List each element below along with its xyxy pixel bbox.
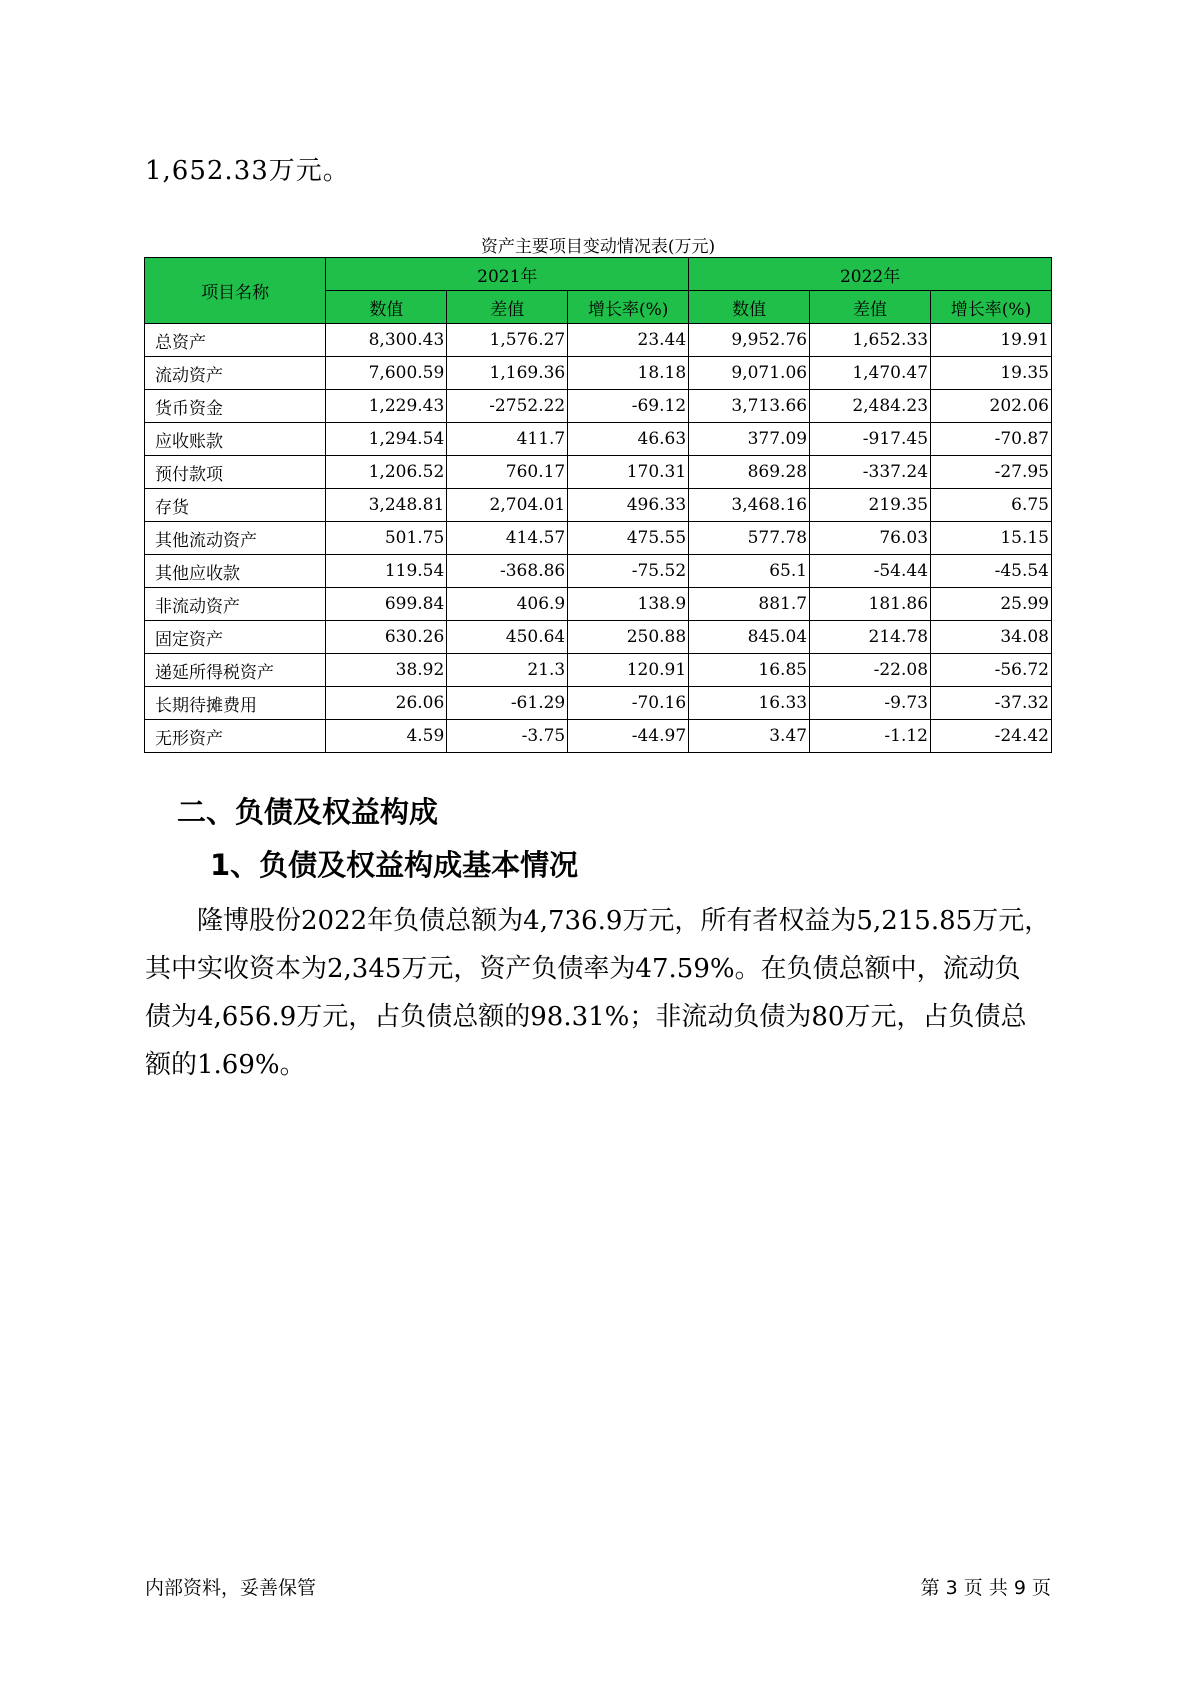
table-row [145,522,1052,555]
table-cell: 1,229.43 [326,390,447,423]
table-row [145,423,1052,456]
table-row [145,621,1052,654]
subsection-heading: 1、负债及权益构成基本情况 [210,848,579,882]
table-cell: 414.57 [447,522,568,555]
table-cell: 119.54 [326,555,447,588]
table-row [145,456,1052,489]
table-cell: 630.26 [326,621,447,654]
table-cell: 19.91 [931,324,1052,357]
table-cell: 869.28 [689,456,810,489]
table-cell: 16.85 [689,654,810,687]
table-cell: 120.91 [568,654,689,687]
table-cell: -27.95 [931,456,1052,489]
row-item-name: 其他流动资产 [145,522,326,555]
table-row [145,687,1052,720]
header-year-2021: 2021年 [326,258,689,291]
header-growth-rate: 增长率(%) [931,291,1052,324]
row-item-name: 货币资金 [145,390,326,423]
paragraph-line: 隆博股份2022年负债总额为4,736.9万元，所有者权益为5,215.85万元， [197,906,1051,936]
row-item-name: 其他应收款 [145,555,326,588]
row-item-name: 固定资产 [145,621,326,654]
table-header [145,258,1052,324]
table-cell: -56.72 [931,654,1052,687]
table-cell: 16.33 [689,687,810,720]
table-cell: 496.33 [568,489,689,522]
table-cell: 1,294.54 [326,423,447,456]
table-row [145,357,1052,390]
lead-text: 1,652.33万元。 [145,156,350,186]
table-cell: -368.86 [447,555,568,588]
footer-page-number: 第 3 页 共 9 页 [920,1577,1051,1599]
paragraph-line: 债为4,656.9万元，占负债总额的98.31%；非流动负债为80万元，占负债总 [145,1002,1027,1032]
table-cell: 170.31 [568,456,689,489]
table-body [145,324,1052,753]
table-cell: 21.3 [447,654,568,687]
paragraph-line: 其中实收资本为2,345万元，资产负债率为47.59%。在负债总额中，流动负 [145,954,1021,984]
table-cell: -24.42 [931,720,1052,753]
table-cell: -3.75 [447,720,568,753]
table-cell: 8,300.43 [326,324,447,357]
header-growth-rate: 增长率(%) [568,291,689,324]
table-cell: 214.78 [810,621,931,654]
table-cell: 881.7 [689,588,810,621]
header-difference: 差值 [810,291,931,324]
header-item-name: 项目名称 [145,258,326,324]
table-cell: -69.12 [568,390,689,423]
table-cell: 2,704.01 [447,489,568,522]
table-cell: 38.92 [326,654,447,687]
row-item-name: 预付款项 [145,456,326,489]
table-cell: 699.84 [326,588,447,621]
table-cell: -70.87 [931,423,1052,456]
table-cell: 1,206.52 [326,456,447,489]
table-row [145,489,1052,522]
table-cell: 406.9 [447,588,568,621]
header-value: 数值 [326,291,447,324]
table-cell: -337.24 [810,456,931,489]
table-cell: 1,652.33 [810,324,931,357]
table-cell: 450.64 [447,621,568,654]
table-cell: 501.75 [326,522,447,555]
table-row [145,390,1052,423]
table-cell: 6.75 [931,489,1052,522]
table-cell: 7,600.59 [326,357,447,390]
table-cell: 250.88 [568,621,689,654]
table-row [145,324,1052,357]
paragraph-line: 额的1.69%。 [145,1050,306,1080]
table-cell: -61.29 [447,687,568,720]
footer-confidential-note: 内部资料，妥善保管 [145,1577,317,1599]
table-caption: 资产主要项目变动情况表(万元) [480,237,716,257]
table-cell: 3,713.66 [689,390,810,423]
table-cell: 1,576.27 [447,324,568,357]
table-cell: 202.06 [931,390,1052,423]
row-item-name: 流动资产 [145,357,326,390]
header-difference: 差值 [447,291,568,324]
row-item-name: 非流动资产 [145,588,326,621]
table-cell: 46.63 [568,423,689,456]
row-item-name: 递延所得税资产 [145,654,326,687]
table-cell: 3,468.16 [689,489,810,522]
row-item-name: 长期待摊费用 [145,687,326,720]
table-cell: 1,470.47 [810,357,931,390]
header-year-2022: 2022年 [689,258,1052,291]
row-item-name: 无形资产 [145,720,326,753]
row-item-name: 存货 [145,489,326,522]
table-cell: -917.45 [810,423,931,456]
table-cell: 3.47 [689,720,810,753]
table-cell: 18.18 [568,357,689,390]
table-cell: 19.35 [931,357,1052,390]
table-row [145,588,1052,621]
table-cell: 181.86 [810,588,931,621]
table-cell: 9,952.76 [689,324,810,357]
table-cell: 76.03 [810,522,931,555]
table-row [145,555,1052,588]
table-cell: 577.78 [689,522,810,555]
table-cell: -22.08 [810,654,931,687]
table-cell: 2,484.23 [810,390,931,423]
row-item-name: 总资产 [145,324,326,357]
table-cell: -44.97 [568,720,689,753]
table-cell: 25.99 [931,588,1052,621]
table-cell: 4.59 [326,720,447,753]
table-cell: 3,248.81 [326,489,447,522]
table-cell: 26.06 [326,687,447,720]
table-cell: -37.32 [931,687,1052,720]
table-cell: 411.7 [447,423,568,456]
table-cell: -1.12 [810,720,931,753]
section-heading: 二、负债及权益构成 [177,795,439,829]
table-cell: 9,071.06 [689,357,810,390]
table-cell: 34.08 [931,621,1052,654]
table-cell: -9.73 [810,687,931,720]
body-paragraph [145,897,1065,1089]
row-item-name: 应收账款 [145,423,326,456]
table-cell: -45.54 [931,555,1052,588]
table-cell: -75.52 [568,555,689,588]
table-cell: -70.16 [568,687,689,720]
asset-change-table [144,257,1052,753]
table-cell: 1,169.36 [447,357,568,390]
table-row [145,720,1052,753]
header-value: 数值 [689,291,810,324]
table-cell: 219.35 [810,489,931,522]
table-cell: -54.44 [810,555,931,588]
table-cell: 377.09 [689,423,810,456]
table-cell: 475.55 [568,522,689,555]
table-cell: 23.44 [568,324,689,357]
table-row [145,654,1052,687]
table-cell: -2752.22 [447,390,568,423]
table-cell: 15.15 [931,522,1052,555]
table-cell: 65.1 [689,555,810,588]
table-cell: 760.17 [447,456,568,489]
table-cell: 845.04 [689,621,810,654]
table-cell: 138.9 [568,588,689,621]
